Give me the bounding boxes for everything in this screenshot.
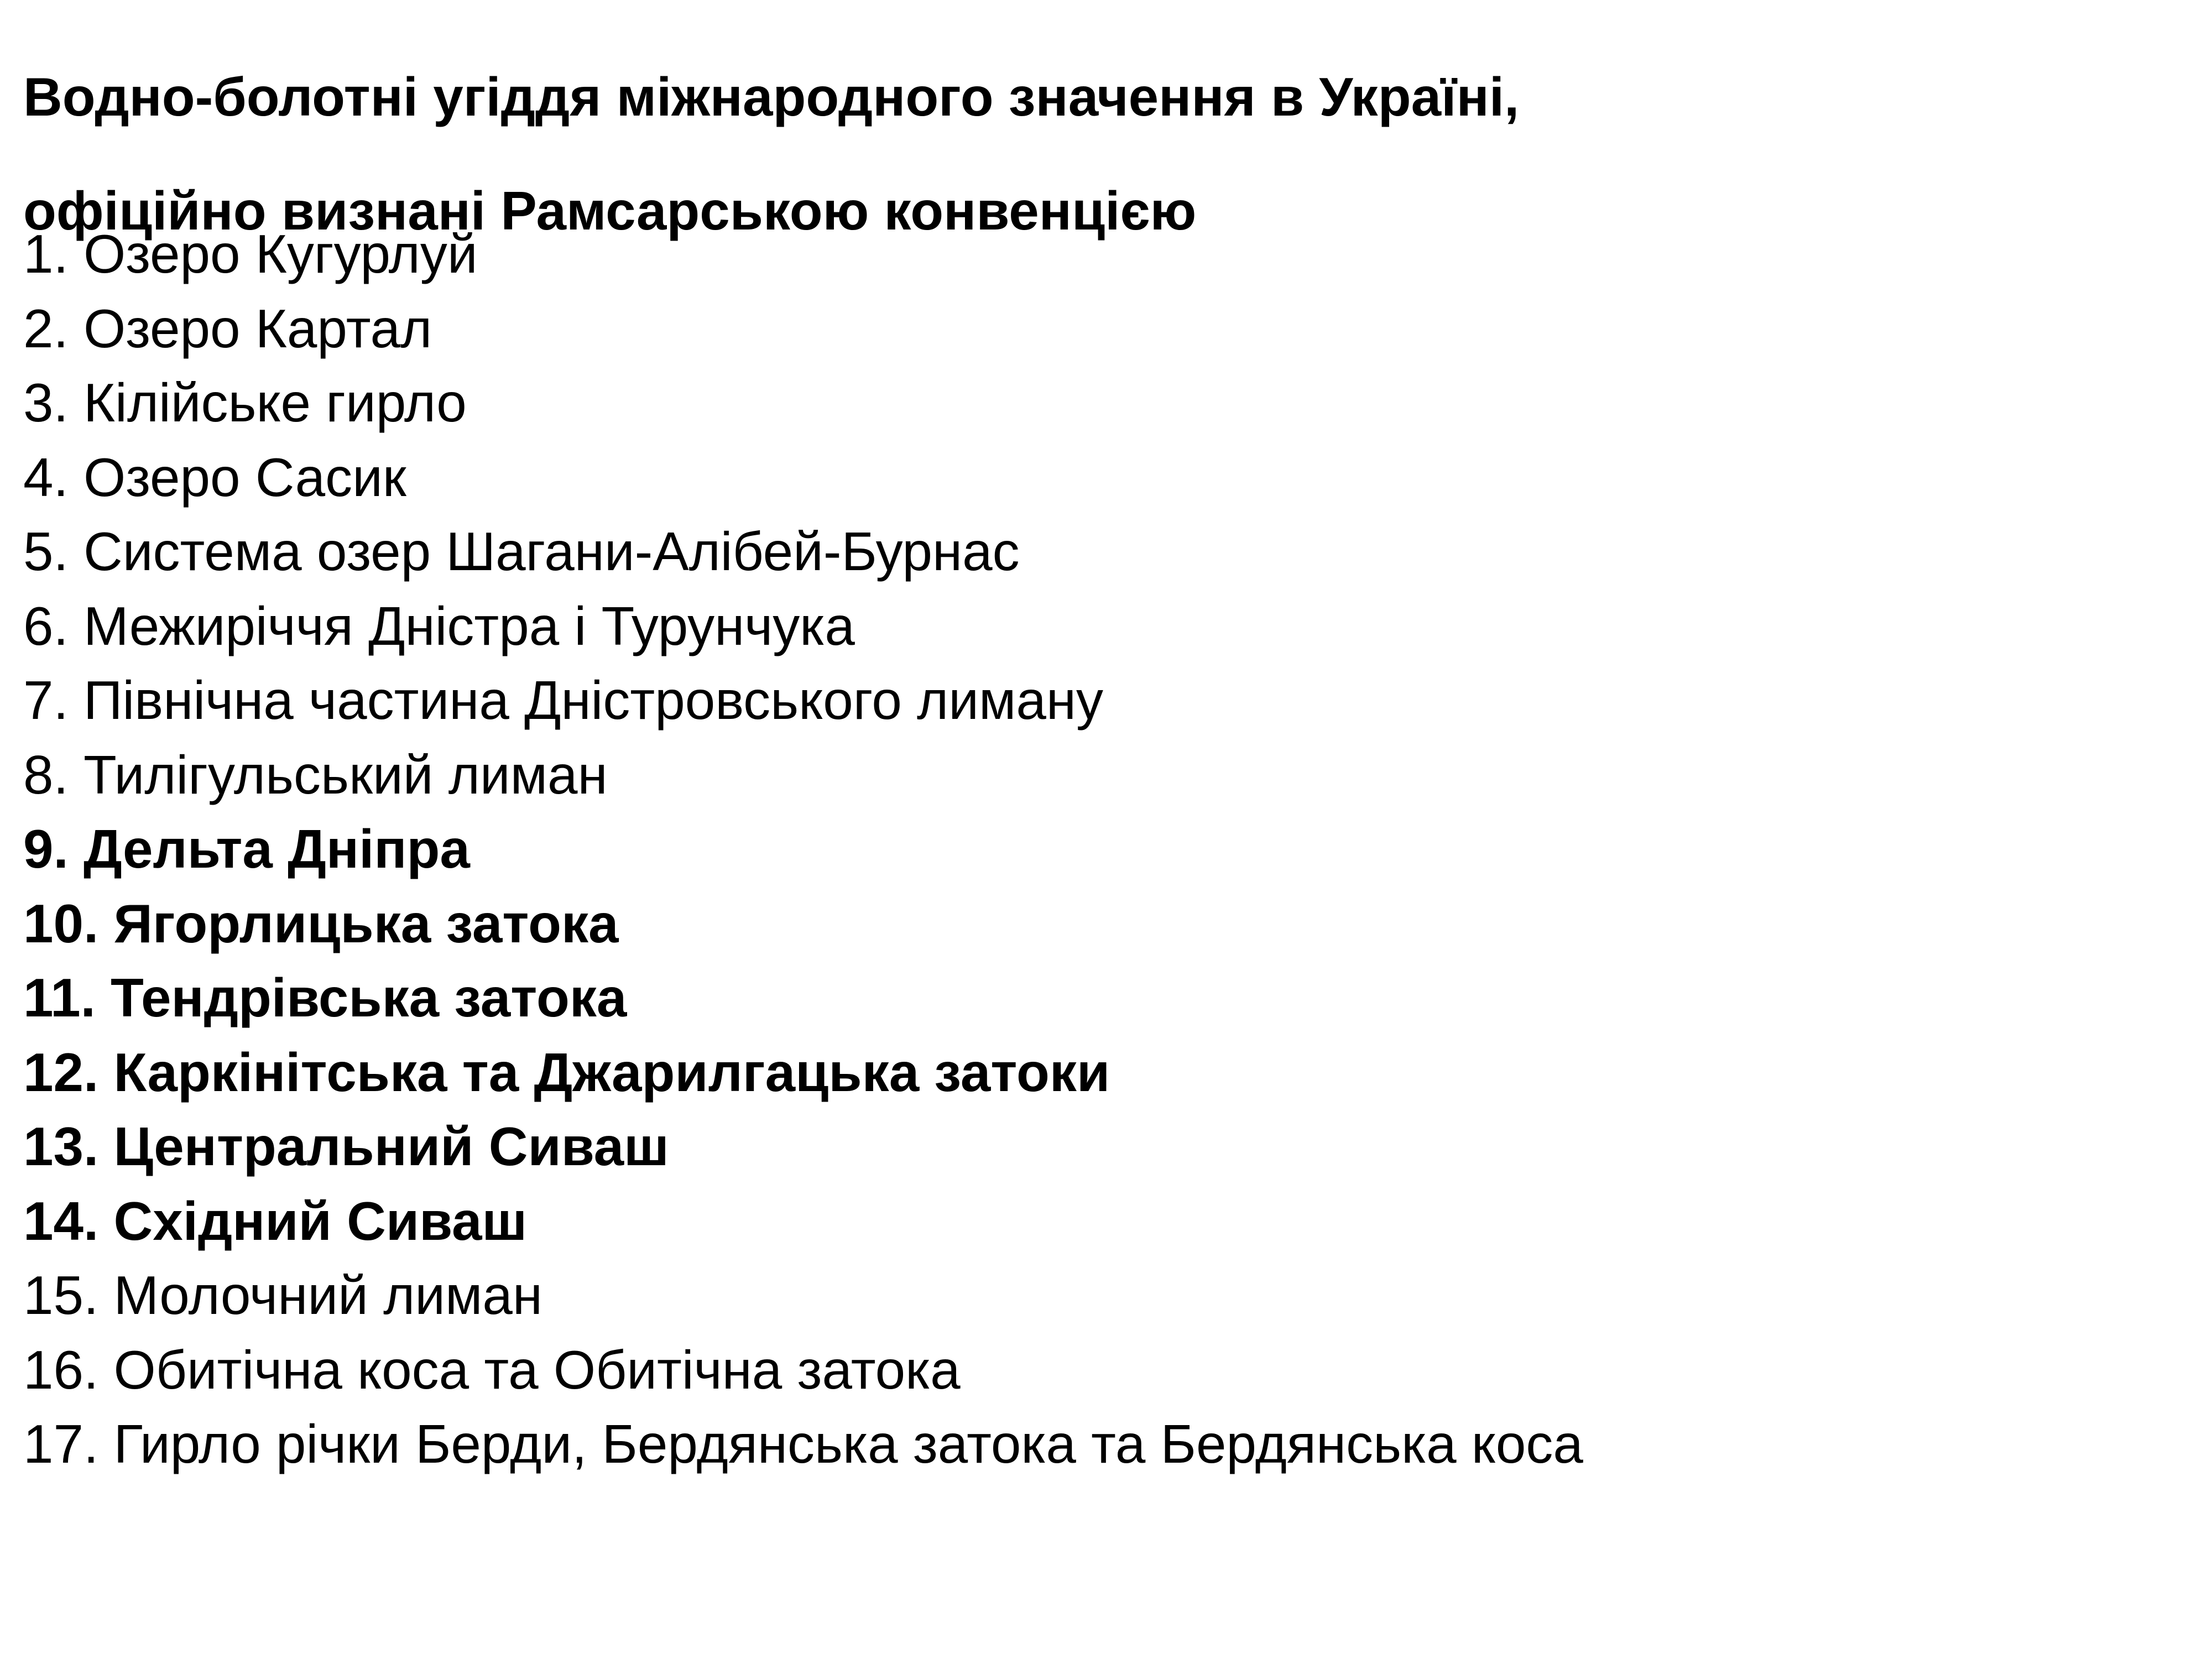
list-item: 9. Дельта Дніпра [23,818,470,879]
list-item: 7. Північна частина Дністровського лиману [23,670,1103,731]
list-item: 5. Система озер Шагани-Алібей-Бурнас [23,521,1020,582]
list-item: 4. Озеро Сасик [23,446,406,508]
list-item: 2. Озеро Картал [23,298,432,359]
list-item: 11. Тендрівська затока [23,967,627,1028]
list-item: 6. Межиріччя Дністра і Турунчука [23,595,855,656]
list-item: 12. Каркінітська та Джарилгацька затоки [23,1041,1110,1103]
list-item: 3. Кілійське гирло [23,372,467,433]
list-item: 1. Озеро Кугурлуй [23,223,478,284]
list-item: 15. Молочний лиман [23,1265,542,1326]
list-item: 10. Ягорлицька затока [23,893,619,954]
list-item: 13. Центральний Сиваш [23,1116,669,1177]
list-item: 14. Східний Сиваш [23,1190,528,1251]
title-line-1: Водно-болотні угіддя міжнародного значення в Україні, [23,66,1520,127]
title-line-2: офіційно визнані Рамсарською конвенцією [23,180,1197,241]
list-item: 17. Гирло річки Берди, Бердянська затока та Бердянська коса [23,1413,1583,1474]
wetlands-list [23,217,2180,1481]
list-item: 8. Тилігульський лиман [23,744,608,805]
list-item: 16. Обитічна коса та Обитічна затока [23,1339,961,1400]
